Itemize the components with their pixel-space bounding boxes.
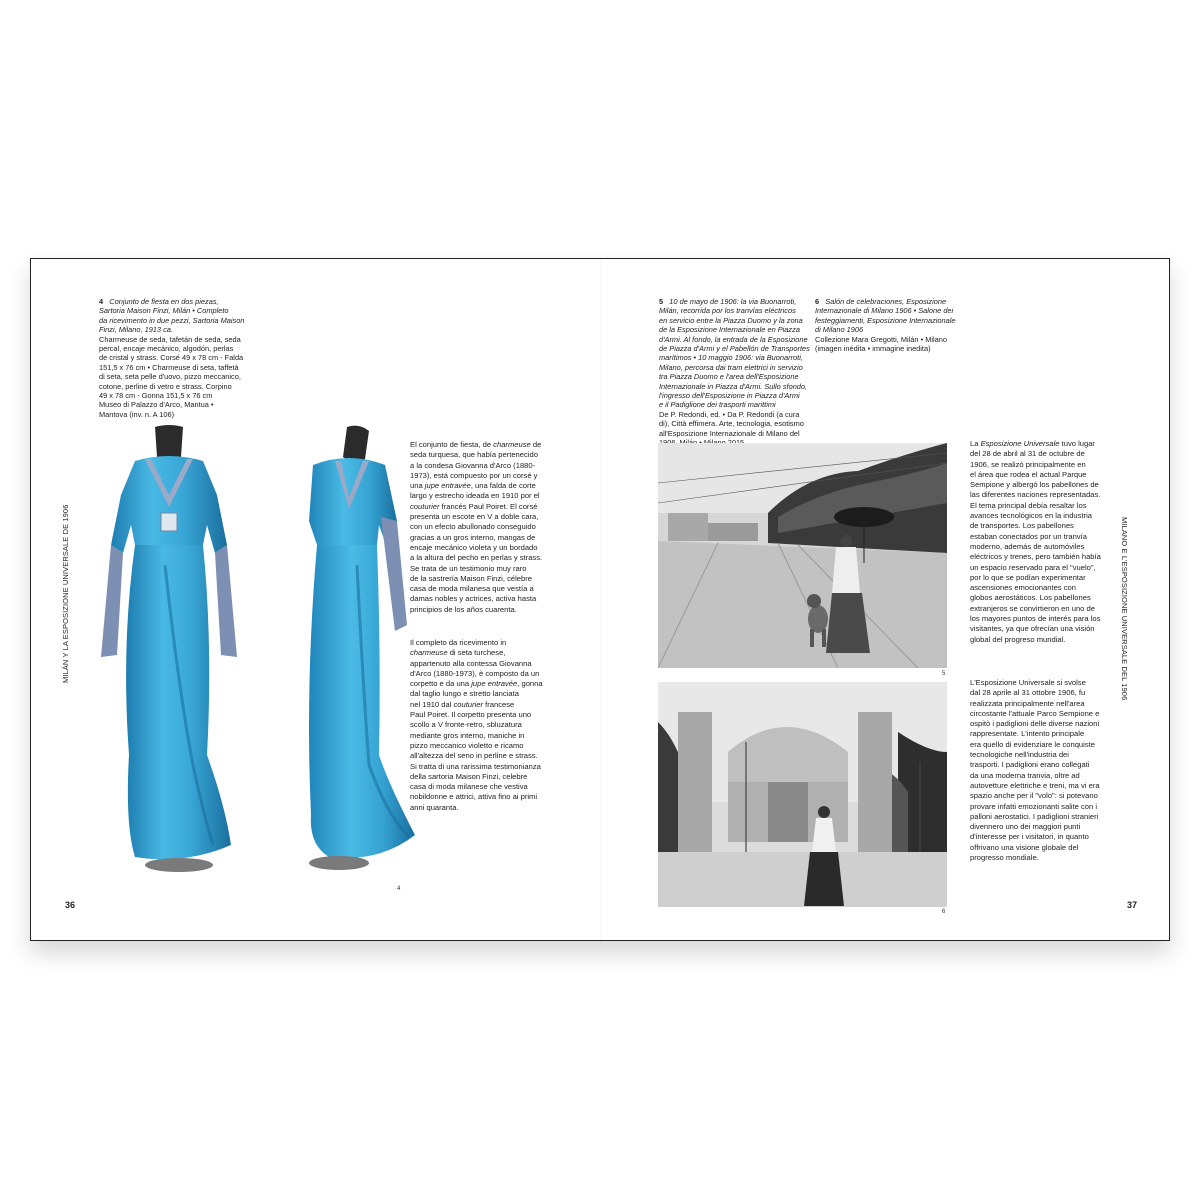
- book-gutter: [600, 259, 602, 940]
- dress-front-illustration: [95, 425, 243, 877]
- figure-number-6: 6: [942, 909, 946, 915]
- photo-via-buonarroti: [658, 443, 947, 668]
- figure-number-5: 5: [942, 671, 946, 677]
- caption-figure-4: 4 Conjunto de fiesta en dos piezas, Sartoria Maison Finzi, Milán • Completo da ricevimento in due pezzi, Sartoria Maison Finzi, Milano, 1913 ca. Charmeuse de seda, tafetán de seda, seda percal, encaje mecánico, algodón, perlas de cristal y strass. Corsé 49 x 78 cm - Falda 151,5 x 76 cm • Charmeuse di seta, taffetà di seta, seta pelle d'uovo, pizzo meccanico, cotone, perline di vetro e strass. Corpino 49 x 78 cm - Gonna 151,5 x 76 cm Museo di Palazzo d'Arco, Mantua • Mantova (inv. n. A 106): [99, 297, 245, 419]
- dress-side-illustration: [269, 425, 417, 877]
- running-head-left: MILÁN Y LA ESPOSIZIONE UNIVERSALE DE 1906: [61, 504, 70, 683]
- folio-left: 36: [65, 900, 76, 910]
- dress-photo-front: [95, 425, 243, 877]
- dress-photo-side: [269, 425, 417, 877]
- photo-salon-celebraciones: [658, 682, 947, 907]
- book-spread: [30, 258, 1170, 941]
- body-text-spanish-left: El conjunto de fiesta, de charmeuse de seda turquesa, que había pertenecido a la condesa Giovanna d'Arco (1880- 1973), está compuesto por un corsé y una jupe entravée, una falda de corte largo y estrecho ideada en 1910 por el couturier francés Paul Poiret. El corsé presenta un escote en V a doble cara, con un efecto abullonado conseguido gracias a un gros interno, mangas de encaje mecánico violeta y un bordado a la altura del pecho en perlas y strass. Se trata de un testimonio muy raro de la sastrería Maison Finzi, célebre casa de moda milanesa que vestía a damas nobles y actrices, activa hasta principios de los años cuarenta.: [410, 440, 543, 614]
- figure-number-4: 4: [397, 886, 401, 892]
- body-text-italian-left: Il completo da ricevimento in charmeuse di seta turchese, appartenuto alla contessa Giovanna d'Arco (1880-1973), è composto da un corpetto e da una jupe entravée, gonna dal taglio lungo e stretto lanciata nel 1910 dal couturier francese Paul Poiret. Il corpetto presenta uno scollo a V fronte-retro, sbluzatura mediante gros interno, maniche in pizzo meccanico violetto e ricamo all'altezza del seno in perline e strass. Si tratta di una rarissima testimonianza della sartoria Maison Finzi, celebre casa di moda milanese che vestiva nobildonne e attrici, attiva fino ai primi anni quaranta.: [410, 638, 543, 812]
- body-text-spanish-right: La Esposizione Universale tuvo lugar del 28 de abril al 31 de octubre de 1906, se realizó principalmente en el área que rodea el actual Parque Sempione y albergó los pabellones de las diferentes naciones representadas. El tema principal debía resaltar los avances tecnológicos en la industria de transportes. Los pabellones estaban conectados por un tranvía moderno, además de automóviles eléctricos y trenes, pero también había un espacio reservado para el "vuelo", por lo que se podían experimentar ascensiones emocionantes con globos aerostáticos. Los pabellones extranjeros se convirtieron en uno de los mayores puntos de interés para los visitantes, ya que ofrecían una visión global del progreso mundial.: [970, 439, 1101, 644]
- folio-right: 37: [1127, 900, 1138, 910]
- caption-figure-5: 5 10 de mayo de 1906: la via Buonarroti, Milán, recorrida por los tranvías eléctricos en servicio entre la Piazza Duomo y la zona de la Esposizione Internazionale en Piazza d'Armi. Al fondo, la entrada de la Esposizione de Piazza d'Armi y el Pabellón de Transportes marítimos • 10 maggio 1906: via Buonarroti, Milano, percorsa dai tram elettrici in servizio tra Piazza Duomo e l'area dell'Esposizione Internazionale in Piazza d'Armi. Sullo sfondo, l'ingresso dell'Esposizione in Piazza d'Armi e il Padiglione dei trasporti marittimi De P. Redondi, ed. • Da P. Redondi (a cura di), Città effimera. Arte, tecnologia, esotismo all'Esposizione Internazionale di Milano del: [659, 297, 810, 438]
- body-text-italian-right: L'Esposizione Universale si svolse dal 28 aprile al 31 ottobre 1906, fu realizzata principalmente nell'area circostante l'attuale Parco Sempione e ospitò i padiglioni delle diverse nazioni rappresentate. L'intento principale era quello di evidenziare le conquiste tecnologiche nell'industria dei trasporti. I padiglioni erano collegati da una moderna tranvia, oltre ad autovetture elettriche e treni, ma vi era spazio anche per il "volo": si potevano provare infatti emozionanti salite con i palloni aerostatici. I padiglioni stranieri divennero uno dei maggiori punti d'interesse per i visitatori, in quanto offrivano una visione globale del progresso mondiale.: [970, 678, 1100, 863]
- caption-figure-6: 6 Salón de celebraciones, Esposizione Internazionale di Milano 1906 • Salone dei festeggiamenti, Esposizione Internazionale di Milano 1906 Collezione Mara Gregotti, Milán • Milano (imagen inédita • immagine inedita): [815, 297, 956, 354]
- running-head-right: MILANO E L'ESPOSIZIONE UNIVERSALE DEL 1906: [1120, 517, 1129, 701]
